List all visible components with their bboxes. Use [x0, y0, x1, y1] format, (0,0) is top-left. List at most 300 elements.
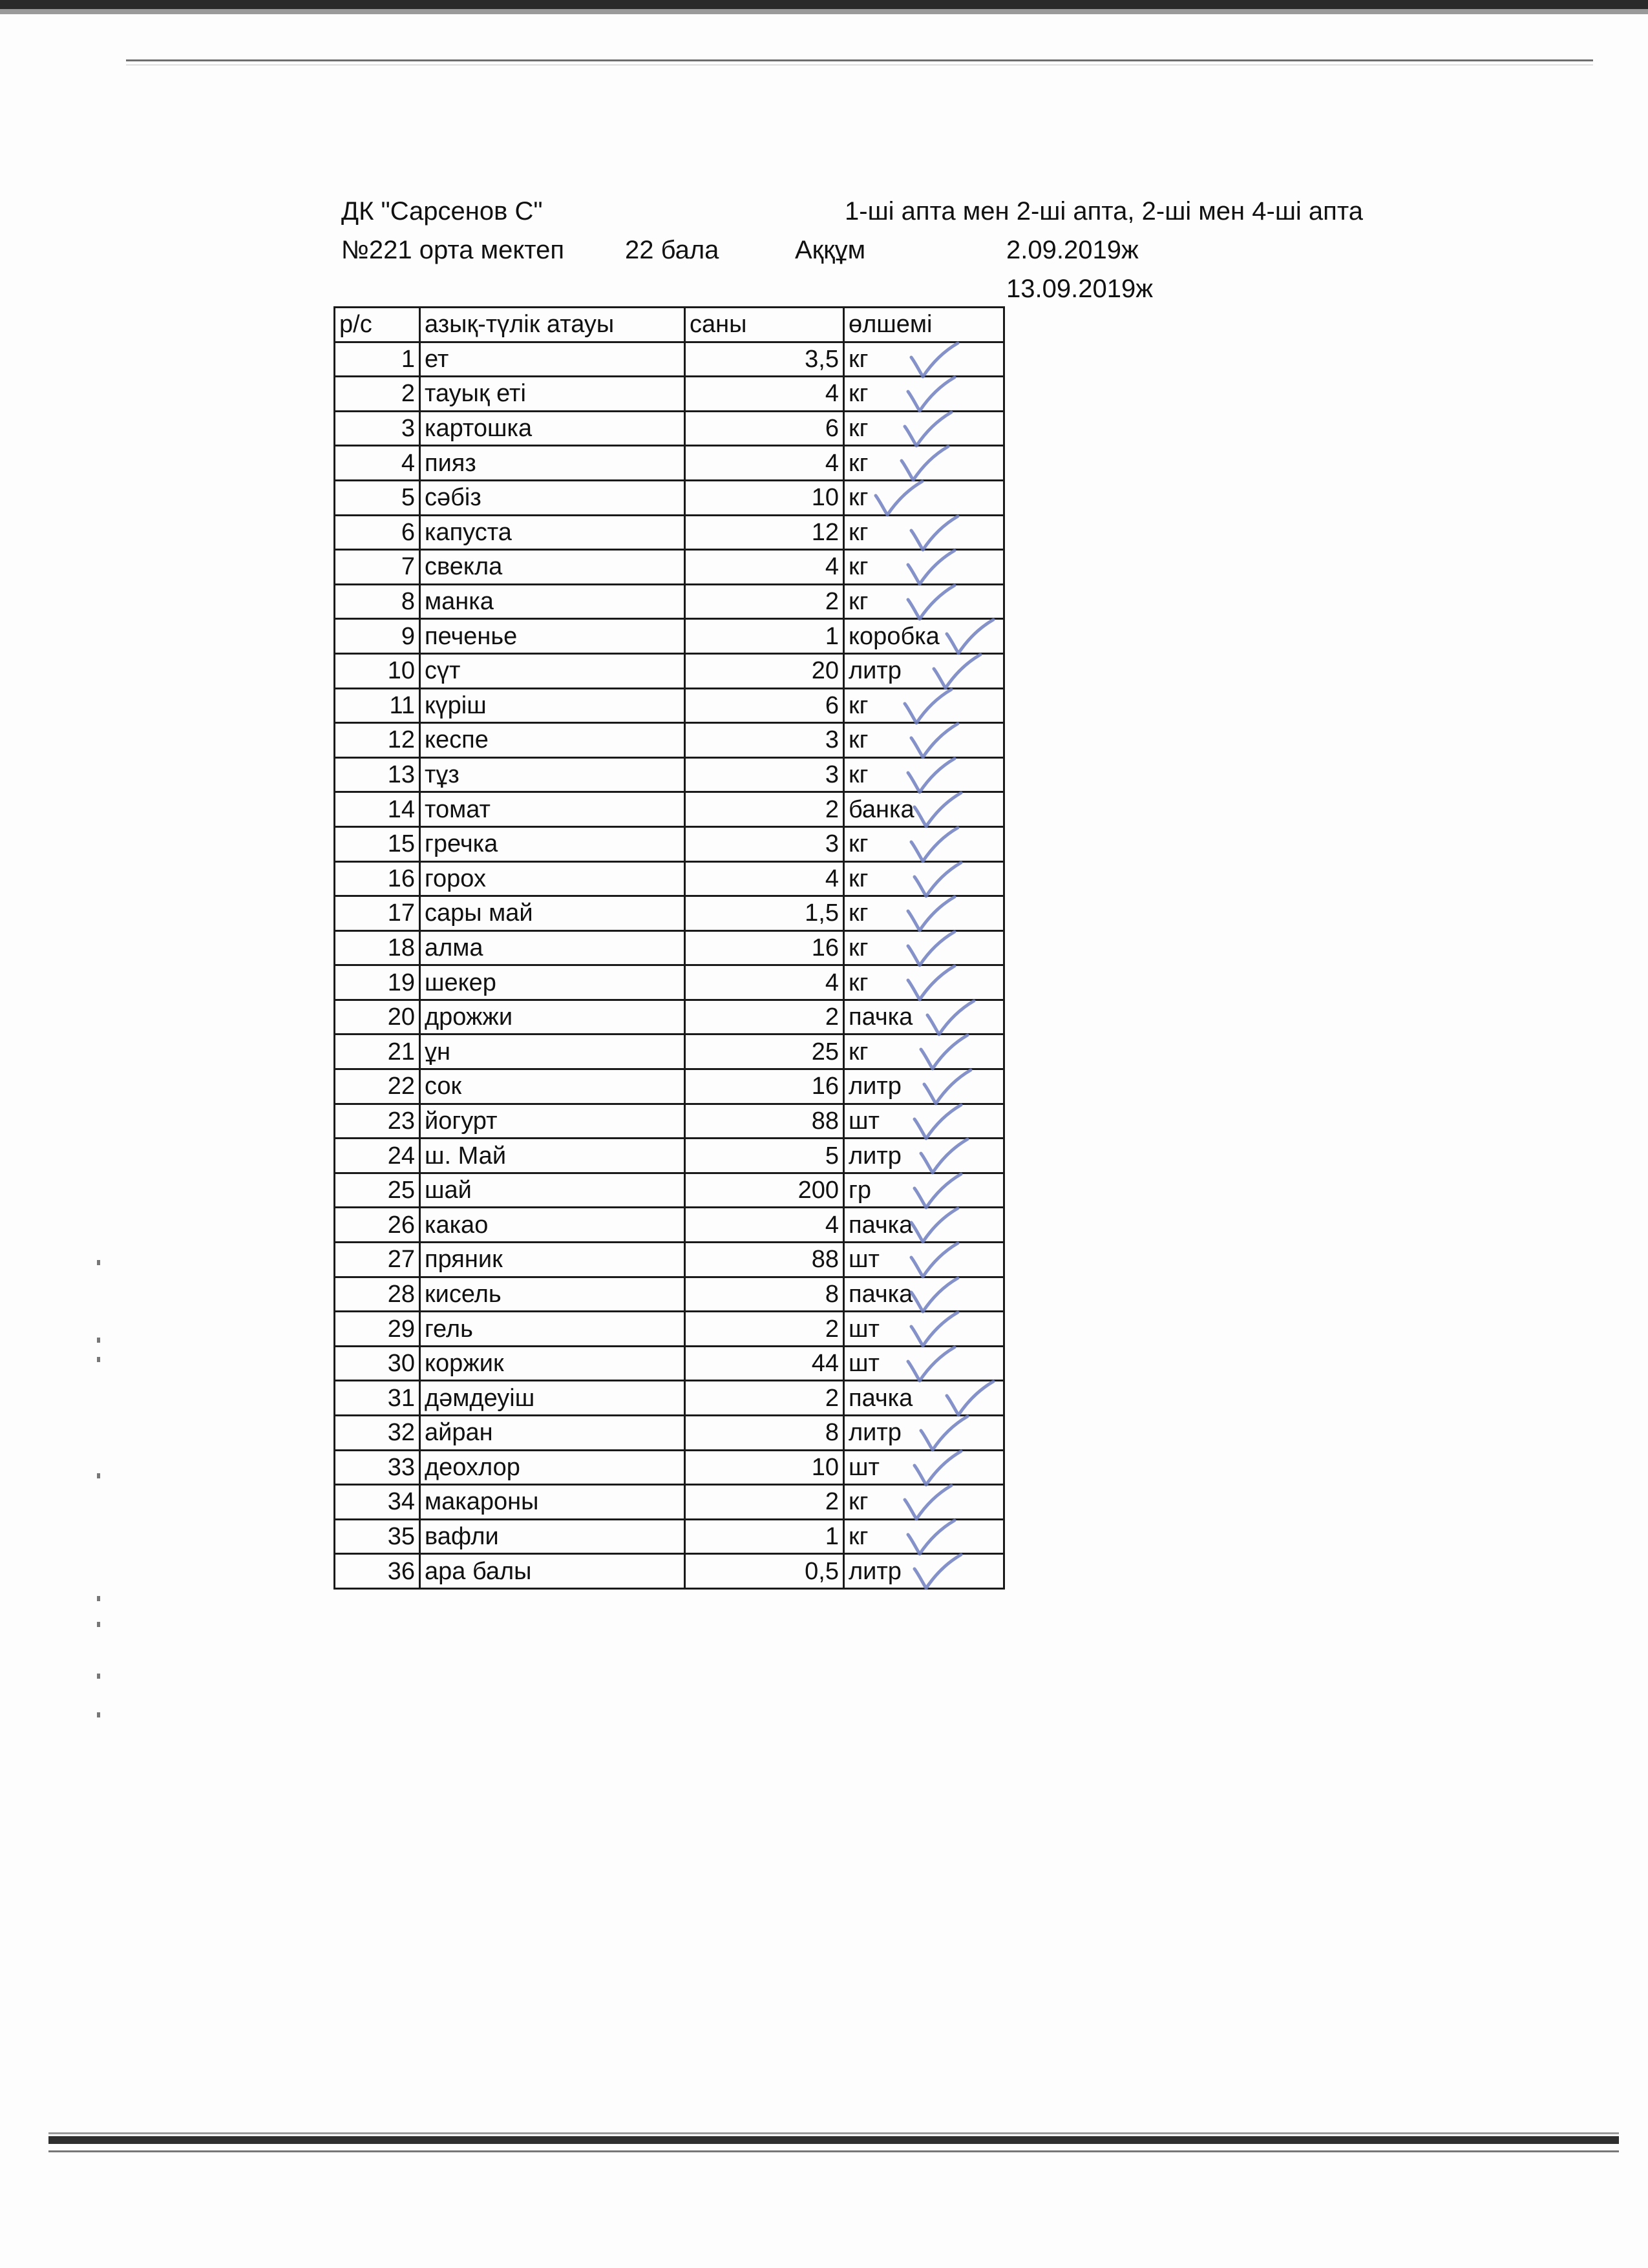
product-quantity	[685, 861, 844, 896]
product-name	[420, 480, 685, 515]
product-name-text: шай	[425, 1177, 472, 1204]
product-name	[420, 930, 685, 965]
row-number-text: 3	[401, 415, 415, 443]
product-unit-text: кг	[849, 415, 869, 443]
product-quantity	[685, 1277, 844, 1312]
table-row	[335, 1450, 1004, 1485]
product-name	[420, 446, 685, 481]
product-name	[420, 1243, 685, 1277]
row-number-text: 12	[387, 726, 415, 754]
check-mark-icon	[871, 479, 929, 519]
product-quantity	[685, 342, 844, 377]
product-name-text: гель	[425, 1315, 473, 1343]
product-unit-text: шт	[849, 1350, 880, 1378]
top-rule	[126, 59, 1593, 61]
table-row	[335, 446, 1004, 481]
product-quantity	[685, 1069, 844, 1104]
product-name	[420, 688, 685, 723]
row-number-text: 26	[387, 1211, 415, 1239]
product-name-text: алма	[425, 934, 483, 961]
table-row	[335, 377, 1004, 412]
product-name-text: кисель	[425, 1280, 502, 1308]
row-number	[335, 1519, 420, 1554]
bottom-rule-lower	[48, 2150, 1619, 2152]
product-name-text: күріш	[425, 691, 487, 719]
product-quantity-text: 25	[811, 1038, 839, 1066]
product-unit	[844, 1173, 1004, 1208]
table-row	[335, 619, 1004, 654]
product-quantity	[685, 1034, 844, 1069]
product-unit-text: кг	[849, 865, 869, 892]
row-number-text: 4	[401, 449, 415, 477]
scan-edge-shadow	[0, 9, 1648, 14]
products-table-body	[335, 308, 1004, 1589]
row-number	[335, 1173, 420, 1208]
product-quantity	[685, 896, 844, 931]
product-unit	[844, 757, 1004, 792]
row-number-text: 22	[387, 1073, 415, 1100]
row-number	[335, 1554, 420, 1589]
row-number	[335, 584, 420, 619]
product-quantity	[685, 1173, 844, 1208]
check-mark-icon	[903, 548, 961, 588]
product-name-text: дрожжи	[425, 1003, 513, 1031]
row-number-text: 29	[387, 1315, 415, 1343]
check-mark-icon	[909, 1102, 967, 1142]
product-quantity-text: 1	[825, 1523, 839, 1551]
row-number-text: 14	[387, 795, 415, 823]
product-unit	[844, 1381, 1004, 1416]
row-number-text: 6	[401, 518, 415, 546]
product-unit-text: кг	[849, 1038, 869, 1066]
row-number	[335, 1208, 420, 1243]
table-row	[335, 1381, 1004, 1416]
table-row	[335, 1485, 1004, 1520]
scan-margin-specks	[97, 1260, 102, 1777]
row-number-text: 21	[387, 1038, 415, 1066]
row-number-text: 28	[387, 1280, 415, 1308]
bottom-rule-faint	[48, 2132, 1619, 2134]
product-quantity-text: 2	[825, 1315, 839, 1343]
table-row	[335, 342, 1004, 377]
product-quantity	[685, 377, 844, 412]
product-name	[420, 584, 685, 619]
product-name	[420, 1069, 685, 1104]
product-quantity-text: 88	[811, 1246, 839, 1274]
product-name	[420, 792, 685, 827]
product-unit	[844, 653, 1004, 688]
product-unit-text: коробка	[849, 622, 940, 650]
check-mark-icon	[909, 1171, 967, 1212]
row-number	[335, 757, 420, 792]
product-unit	[844, 411, 1004, 446]
product-name-text: йогурт	[425, 1107, 498, 1135]
row-number-text: 27	[387, 1246, 415, 1274]
table-row	[335, 792, 1004, 827]
check-mark-icon	[903, 963, 961, 1003]
row-number	[335, 653, 420, 688]
row-number-text: 30	[387, 1350, 415, 1378]
product-name-text: ара балы	[425, 1557, 532, 1585]
product-unit-text: кг	[849, 345, 869, 373]
product-unit	[844, 930, 1004, 965]
product-unit-text: кг	[849, 1488, 869, 1516]
product-quantity-text: 4	[825, 380, 839, 408]
check-mark-icon	[906, 1276, 964, 1316]
product-name-text: манка	[425, 588, 494, 616]
product-unit-text: пачка	[849, 1280, 913, 1308]
product-name-text: дәмдеуіш	[425, 1384, 535, 1412]
product-name	[420, 619, 685, 654]
product-unit-text: кг	[849, 726, 869, 754]
product-unit	[844, 377, 1004, 412]
check-mark-icon	[916, 1137, 974, 1177]
product-name-text: свекла	[425, 553, 503, 581]
product-name	[420, 515, 685, 550]
school-name: №221 орта мектеп	[341, 236, 565, 264]
check-mark-icon	[906, 1310, 964, 1350]
product-name	[420, 1277, 685, 1312]
product-unit	[844, 1000, 1004, 1034]
product-name-text: тұз	[425, 761, 460, 789]
product-quantity-text: 4	[825, 969, 839, 996]
column-header-unit: өлшемі	[844, 308, 1004, 342]
product-unit-text: шт	[849, 1453, 880, 1481]
product-unit-text: кг	[849, 484, 869, 512]
table-row	[335, 1519, 1004, 1554]
product-quantity	[685, 653, 844, 688]
row-number	[335, 1277, 420, 1312]
product-quantity	[685, 550, 844, 585]
row-number	[335, 550, 420, 585]
table-row	[335, 688, 1004, 723]
product-name	[420, 342, 685, 377]
table-row	[335, 480, 1004, 515]
check-mark-icon	[903, 375, 961, 415]
table-row	[335, 1104, 1004, 1139]
row-number-text: 13	[387, 761, 415, 789]
check-mark-icon	[916, 1414, 974, 1454]
table-row	[335, 1139, 1004, 1173]
row-number	[335, 1312, 420, 1347]
check-mark-icon	[903, 894, 961, 934]
row-number	[335, 446, 420, 481]
row-number	[335, 1069, 420, 1104]
product-name	[420, 1554, 685, 1589]
product-unit	[844, 826, 1004, 861]
product-quantity-text: 8	[825, 1280, 839, 1308]
product-name-text: пряник	[425, 1246, 503, 1274]
product-name	[420, 1485, 685, 1520]
product-name	[420, 1346, 685, 1381]
table-row	[335, 1034, 1004, 1069]
product-unit	[844, 1312, 1004, 1347]
product-name	[420, 411, 685, 446]
product-quantity	[685, 515, 844, 550]
product-quantity-text: 88	[811, 1107, 839, 1135]
product-quantity-text: 0,5	[805, 1557, 839, 1585]
check-mark-icon	[906, 514, 964, 554]
product-unit	[844, 1519, 1004, 1554]
product-name-text: ш. Май	[425, 1142, 507, 1170]
row-number	[335, 861, 420, 896]
product-unit-text: литр	[849, 1557, 902, 1585]
product-name-text: вафли	[425, 1523, 499, 1551]
row-number-text: 5	[401, 484, 415, 512]
product-quantity	[685, 1416, 844, 1451]
product-unit	[844, 1208, 1004, 1243]
product-name	[420, 826, 685, 861]
product-quantity-text: 2	[825, 588, 839, 616]
row-number-text: 16	[387, 865, 415, 892]
product-quantity	[685, 826, 844, 861]
check-mark-icon	[929, 652, 987, 692]
check-mark-icon	[909, 860, 967, 900]
product-name	[420, 1381, 685, 1416]
column-header-quantity: саны	[685, 308, 844, 342]
product-name	[420, 377, 685, 412]
table-row	[335, 1208, 1004, 1243]
product-quantity-text: 16	[811, 934, 839, 961]
table-row	[335, 1000, 1004, 1034]
check-mark-icon	[909, 1449, 967, 1489]
product-unit-text: кг	[849, 588, 869, 616]
product-quantity	[685, 688, 844, 723]
product-unit	[844, 688, 1004, 723]
table-row	[335, 757, 1004, 792]
product-unit-text: банка	[849, 795, 914, 823]
check-mark-icon	[922, 998, 980, 1038]
product-unit-text: кг	[849, 691, 869, 719]
product-quantity-text: 200	[798, 1177, 839, 1204]
product-quantity-text: 2	[825, 1384, 839, 1412]
table-header-row	[335, 308, 1004, 342]
product-name	[420, 1519, 685, 1554]
row-number	[335, 1450, 420, 1485]
row-number	[335, 1381, 420, 1416]
product-unit	[844, 861, 1004, 896]
products-table	[333, 306, 1005, 1590]
product-unit-text: кг	[849, 518, 869, 546]
product-name-text: горох	[425, 865, 486, 892]
row-number	[335, 1104, 420, 1139]
product-unit-text: кг	[849, 553, 869, 581]
product-quantity	[685, 1243, 844, 1277]
row-number	[335, 896, 420, 931]
product-quantity	[685, 792, 844, 827]
organization-name: ДК "Сарсенов С"	[341, 197, 543, 226]
product-unit-text: пачка	[849, 1384, 913, 1412]
product-quantity	[685, 723, 844, 758]
product-quantity-text: 12	[811, 518, 839, 546]
row-number-text: 31	[387, 1384, 415, 1412]
product-unit	[844, 1346, 1004, 1381]
row-number	[335, 1485, 420, 1520]
row-number-text: 18	[387, 934, 415, 961]
product-unit-text: литр	[849, 1419, 902, 1447]
product-name-text: гречка	[425, 830, 498, 858]
product-quantity	[685, 1450, 844, 1485]
product-unit-text: кг	[849, 934, 869, 961]
check-mark-icon	[906, 341, 964, 381]
check-mark-icon	[903, 1345, 961, 1385]
product-quantity	[685, 446, 844, 481]
row-number	[335, 377, 420, 412]
product-name	[420, 896, 685, 931]
product-quantity	[685, 1485, 844, 1520]
product-unit-text: литр	[849, 1073, 902, 1100]
bottom-rule	[48, 2136, 1619, 2144]
product-quantity-text: 10	[811, 484, 839, 512]
product-name-text: сары май	[425, 899, 533, 927]
table-row	[335, 1277, 1004, 1312]
table-row	[335, 1312, 1004, 1347]
table-row	[335, 723, 1004, 758]
product-unit	[844, 1416, 1004, 1451]
cook-name: Аққұм	[795, 236, 866, 264]
product-quantity	[685, 1554, 844, 1589]
product-quantity-text: 3	[825, 726, 839, 754]
product-unit	[844, 1069, 1004, 1104]
row-number-text: 17	[387, 899, 415, 927]
product-unit-text: литр	[849, 657, 902, 685]
product-quantity	[685, 1346, 844, 1381]
check-mark-icon	[900, 687, 958, 727]
product-unit	[844, 515, 1004, 550]
product-name-text: пияз	[425, 449, 476, 477]
product-unit	[844, 619, 1004, 654]
product-unit-text: шт	[849, 1246, 880, 1274]
check-mark-icon	[906, 721, 964, 761]
row-number-text: 32	[387, 1419, 415, 1447]
check-mark-icon	[903, 1518, 961, 1558]
row-number-text: 15	[387, 830, 415, 858]
product-unit	[844, 446, 1004, 481]
product-quantity	[685, 1519, 844, 1554]
product-quantity-text: 5	[825, 1142, 839, 1170]
product-quantity-text: 4	[825, 553, 839, 581]
product-name-text: ұн	[425, 1038, 450, 1066]
product-name-text: печенье	[425, 622, 518, 650]
date-from: 2.09.2019ж	[1006, 236, 1139, 264]
product-unit-text: кг	[849, 969, 869, 996]
product-quantity-text: 1	[825, 622, 839, 650]
product-unit	[844, 723, 1004, 758]
check-mark-icon	[903, 583, 961, 623]
row-number-text: 36	[387, 1557, 415, 1585]
product-unit	[844, 1034, 1004, 1069]
product-quantity	[685, 411, 844, 446]
product-quantity	[685, 619, 844, 654]
check-mark-icon	[909, 790, 967, 830]
product-quantity-text: 2	[825, 1003, 839, 1031]
product-quantity-text: 6	[825, 691, 839, 719]
row-number-text: 35	[387, 1523, 415, 1551]
product-quantity	[685, 930, 844, 965]
product-name	[420, 1173, 685, 1208]
table-row	[335, 1346, 1004, 1381]
product-name-text: сәбіз	[425, 484, 481, 512]
product-name-text: шекер	[425, 969, 496, 996]
check-mark-icon	[906, 825, 964, 865]
product-quantity	[685, 584, 844, 619]
product-name	[420, 1450, 685, 1485]
table-row	[335, 411, 1004, 446]
row-number	[335, 1346, 420, 1381]
product-name	[420, 757, 685, 792]
product-unit	[844, 1485, 1004, 1520]
product-name	[420, 1416, 685, 1451]
check-mark-icon	[906, 1206, 964, 1246]
product-unit-text: гр	[849, 1177, 871, 1204]
row-number	[335, 1034, 420, 1069]
product-name	[420, 1000, 685, 1034]
table-row	[335, 515, 1004, 550]
row-number-text: 11	[389, 691, 415, 719]
product-quantity-text: 2	[825, 1488, 839, 1516]
check-mark-icon	[900, 410, 958, 450]
check-mark-icon	[903, 929, 961, 969]
product-quantity-text: 20	[811, 657, 839, 685]
row-number	[335, 965, 420, 1000]
product-name	[420, 1034, 685, 1069]
product-quantity	[685, 1000, 844, 1034]
table-row	[335, 550, 1004, 585]
product-unit	[844, 584, 1004, 619]
row-number	[335, 792, 420, 827]
product-quantity-text: 4	[825, 1211, 839, 1239]
product-name-text: тауық еті	[425, 380, 526, 408]
product-unit-text: кг	[849, 899, 869, 927]
row-number	[335, 1416, 420, 1451]
product-unit	[844, 550, 1004, 585]
row-number	[335, 1243, 420, 1277]
product-unit	[844, 1554, 1004, 1589]
product-unit	[844, 792, 1004, 827]
product-name-text: сок	[425, 1073, 462, 1100]
product-quantity-text: 1,5	[805, 899, 839, 927]
row-number-text: 1	[401, 345, 415, 373]
table-row	[335, 1069, 1004, 1104]
scan-edge-top	[0, 0, 1648, 9]
row-number-text: 8	[401, 588, 415, 616]
table-row	[335, 1243, 1004, 1277]
row-number	[335, 688, 420, 723]
product-quantity-text: 44	[811, 1350, 839, 1378]
table-row	[335, 896, 1004, 931]
table-row	[335, 1416, 1004, 1451]
product-quantity-text: 4	[825, 865, 839, 892]
table-row	[335, 965, 1004, 1000]
date-to: 13.09.2019ж	[1006, 275, 1153, 303]
product-quantity-text: 16	[811, 1073, 839, 1100]
row-number-text: 7	[401, 553, 415, 581]
product-name-text: макароны	[425, 1488, 539, 1516]
row-number	[335, 723, 420, 758]
product-quantity-text: 3	[825, 761, 839, 789]
check-mark-icon	[942, 617, 1000, 657]
product-unit-text: шт	[849, 1107, 880, 1135]
table-row	[335, 1173, 1004, 1208]
row-number	[335, 342, 420, 377]
product-name	[420, 965, 685, 1000]
product-quantity	[685, 1139, 844, 1173]
product-quantity-text: 10	[811, 1453, 839, 1481]
row-number-text: 24	[387, 1142, 415, 1170]
row-number-text: 34	[387, 1488, 415, 1516]
product-unit-text: пачка	[849, 1003, 913, 1031]
product-name-text: томат	[425, 795, 491, 823]
